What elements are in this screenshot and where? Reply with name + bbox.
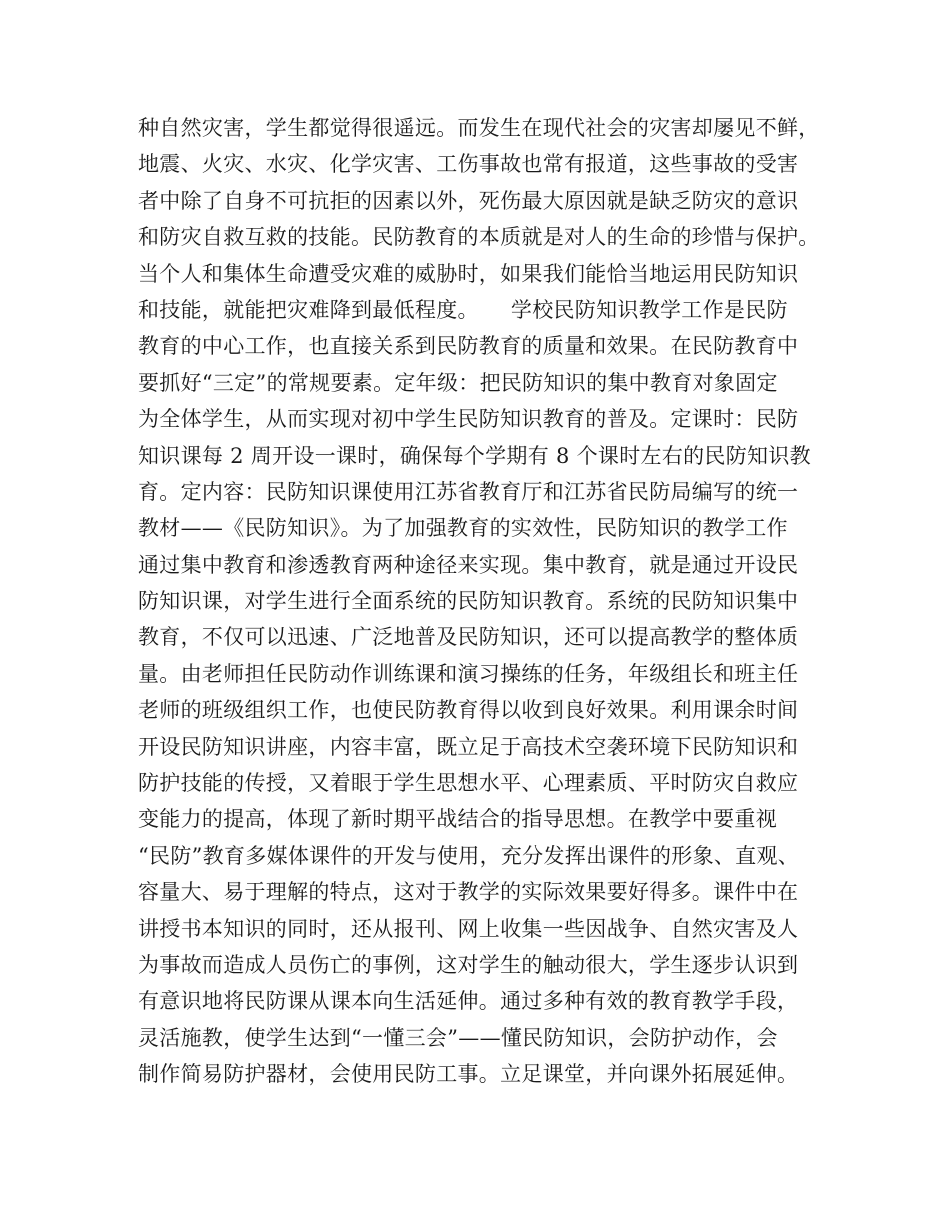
text-line: 讲授书本知识的同时，还从报刊、网上收集一些因战争、自然灾害及人	[138, 916, 799, 941]
text-line: 和技能，就能把灾难降到最低程度。 学校民防知识教学工作是民防	[138, 297, 788, 322]
text-line: 防知识课，对学生进行全面系统的民防知识教育。系统的民防知识集中	[138, 589, 799, 614]
text-line: 地震、火灾、水灾、化学灾害、工伤事故也常有报道，这些事故的受害	[138, 152, 799, 177]
text-line: 和防灾自救互救的技能。民防教育的本质就是对人的生命的珍惜与保护。	[138, 225, 820, 250]
text-line: 教材——《民防知识》。为了加强教育的实效性，民防知识的教学工作	[138, 516, 788, 541]
text-line: 变能力的提高，体现了新时期平战结合的指导思想。在教学中要重视	[138, 807, 777, 832]
text-line: 有意识地将民防课从课本向生活延伸。通过多种有效的教育教学手段，	[138, 989, 799, 1014]
body-text	[138, 110, 828, 1093]
text-line: 防护技能的传授，又着眼于学生思想水平、心理素质、平时防灾自救应	[138, 771, 799, 796]
text-line: 要抓好“三定”的常规要素。定年级：把民防知识的集中教育对象固定	[138, 370, 778, 395]
text-line: 灵活施教，使学生达到“一懂三会”——懂民防知识，会防护动作，会	[138, 1025, 778, 1050]
text-line: “民防”教育多媒体课件的开发与使用，充分发挥出课件的形象、直观、	[138, 843, 800, 868]
text-line: 为全体学生，从而实现对初中学生民防知识教育的普及。定课时：民防	[138, 407, 799, 432]
text-line: 量。由老师担任民防动作训练课和演习操练的任务，年级组长和班主任	[138, 661, 799, 686]
text-line: 为事故而造成人员伤亡的事例，这对学生的触动很大，学生逐步认识到	[138, 952, 799, 977]
text-line: 当个人和集体生命遭受灾难的威胁时，如果我们能恰当地运用民防知识	[138, 261, 799, 286]
text-line: 通过集中教育和渗透教育两种途径来实现。集中教育，就是通过开设民	[138, 552, 799, 577]
text-line: 教育的中心工作，也直接关系到民防教育的质量和效果。在民防教育中	[138, 334, 799, 359]
text-line: 种自然灾害，学生都觉得很遥远。而发生在现代社会的灾害却屡见不鲜，	[138, 116, 820, 140]
text-line: 老师的班级组织工作，也使民防教育得以收到良好效果。利用课余时间	[138, 698, 799, 723]
text-line: 者中除了自身不可抗拒的因素以外，死伤最大原因就是缺乏防灾的意识	[138, 188, 799, 213]
text-line: 教育，不仅可以迅速、广泛地普及民防知识，还可以提高教学的整体质	[138, 625, 799, 650]
text-line: 知识课每 2 周开设一课时，确保每个学期有 8 个课时左右的民防知识教	[138, 443, 811, 468]
text-line: 容量大、易于理解的特点，这对于教学的实际效果要好得多。课件中在	[138, 880, 799, 905]
text-line: 开设民防知识讲座，内容丰富，既立足于高技术空袭环境下民防知识和	[138, 734, 799, 759]
text-line: 育。定内容：民防知识课使用江苏省教育厅和江苏省民防局编写的统一	[138, 479, 799, 504]
text-line: 制作简易防护器材，会使用民防工事。立足课堂，并向课外拓展延伸。	[138, 1062, 799, 1087]
